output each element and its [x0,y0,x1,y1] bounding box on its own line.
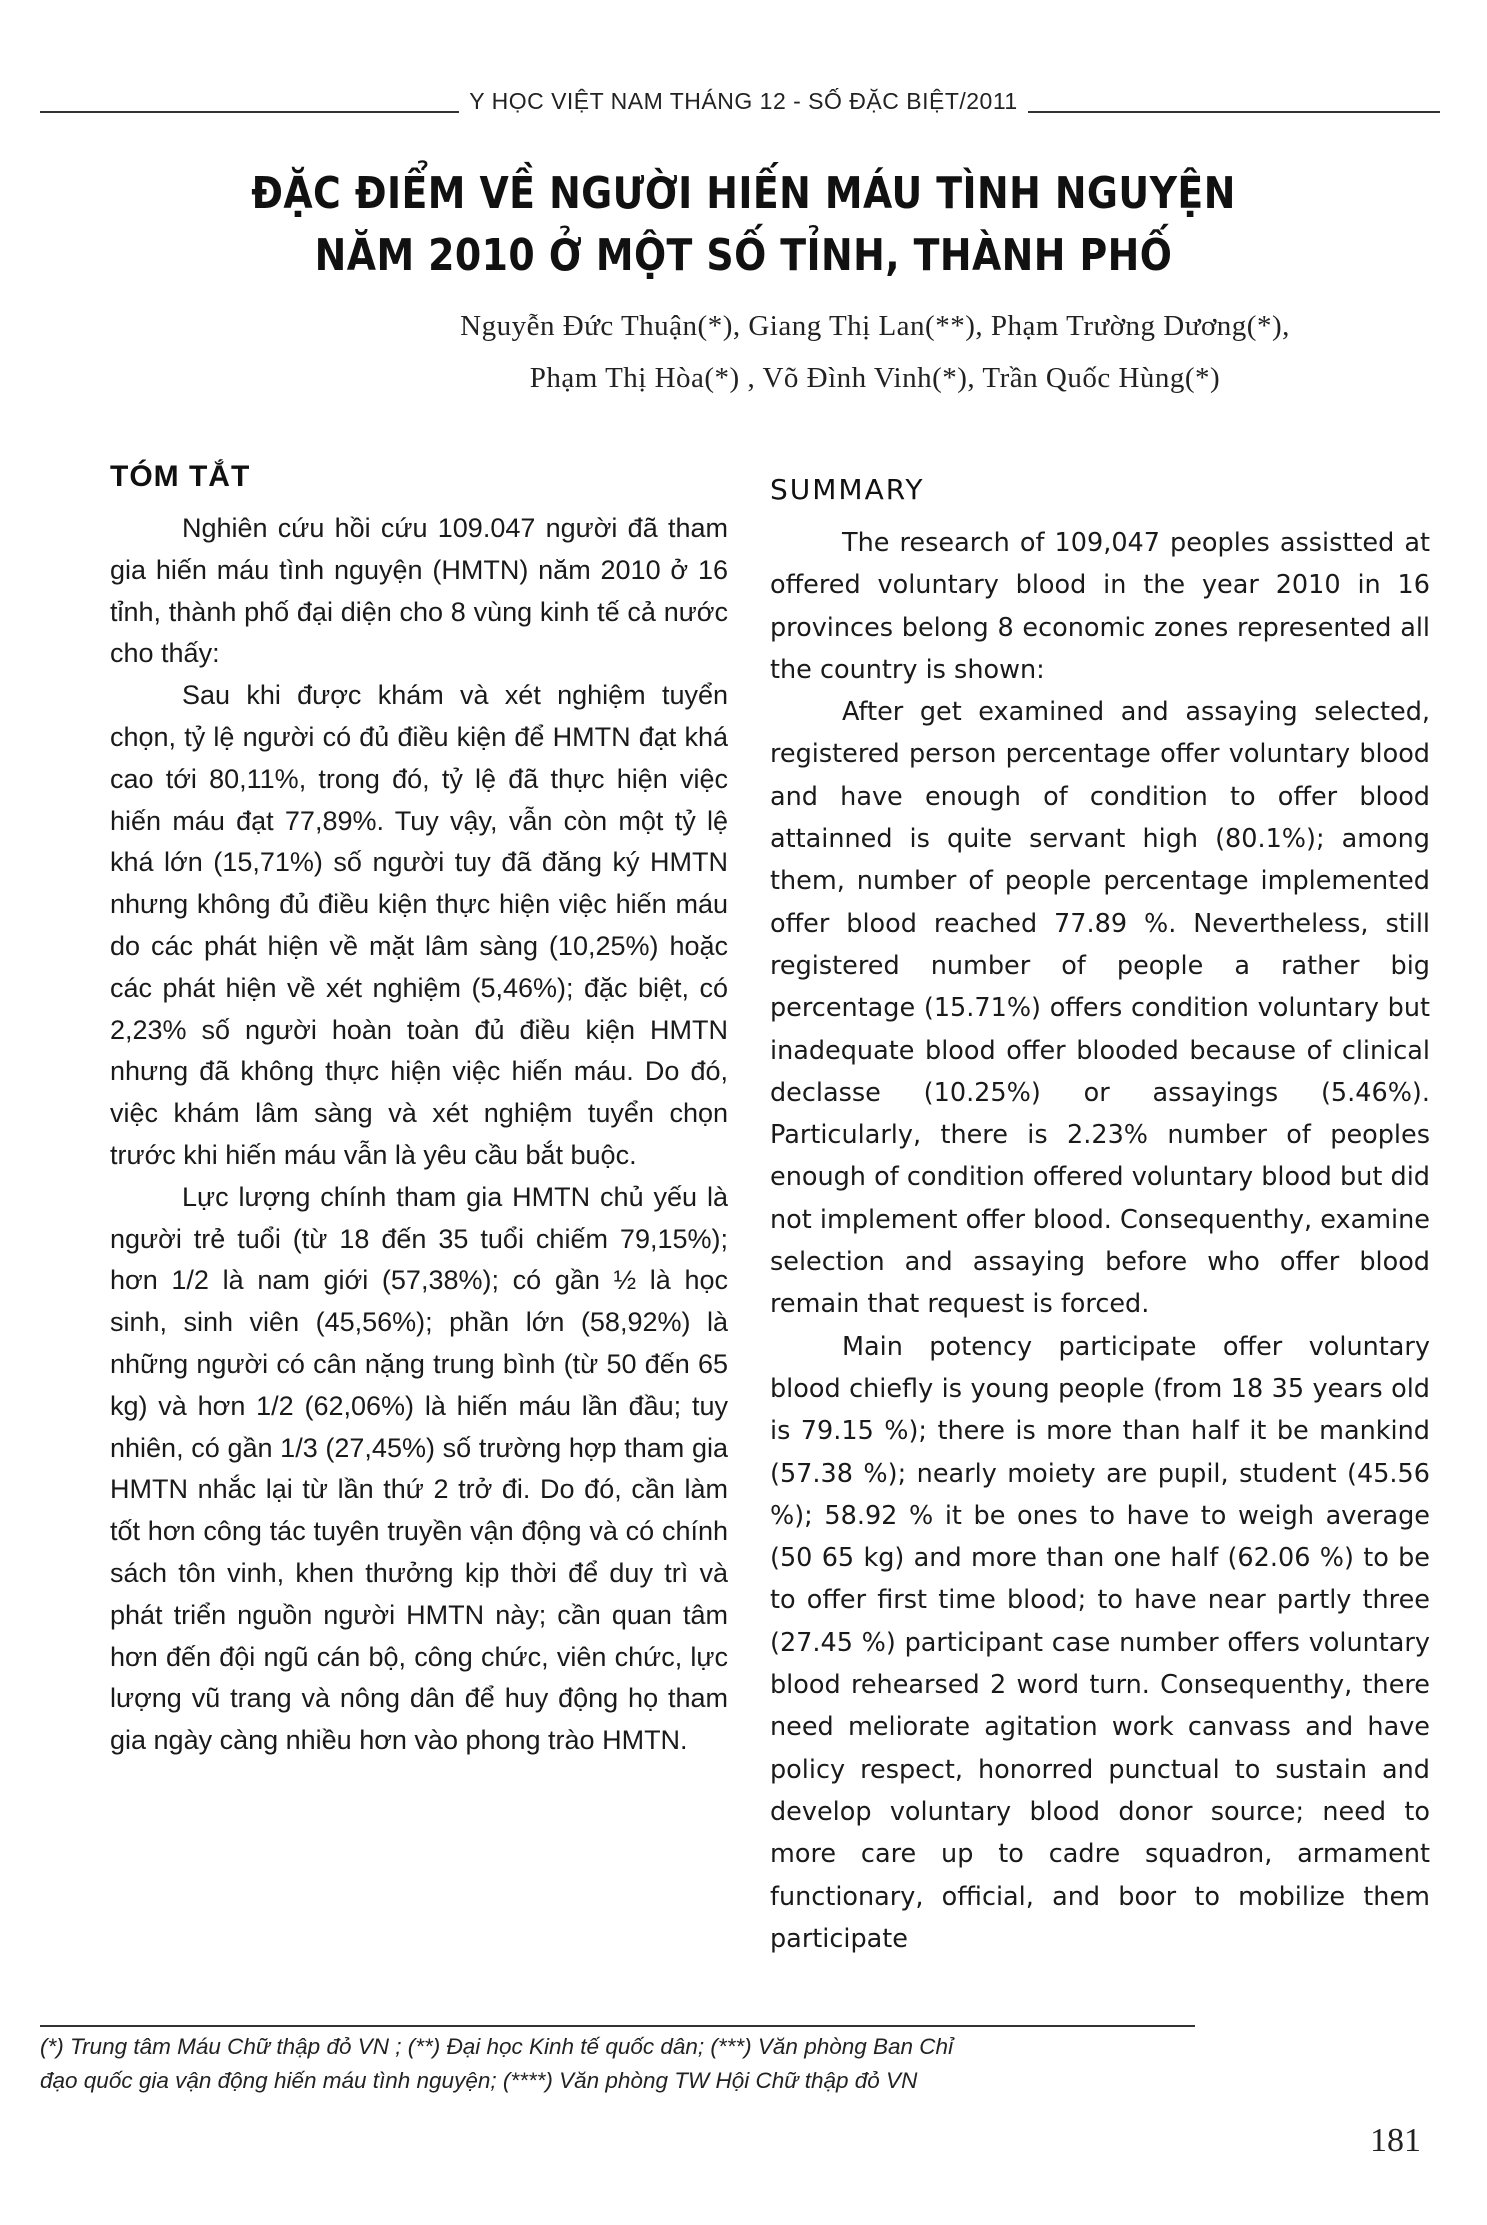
summary-paragraph: Main potency participate offer voluntary blood chiefly is young people (from 18 35 years old is 79.15 %); there is more than half it be mankind (57.38 %); nearly moiety are pupil, student (45.56 %); 58.92 % it be ones to have to weigh average (50 65 kg) and more than one half (62.06 %) to be to offer first time blood; to have near partly three (27.45 %) participant case number offers voluntary blood rehearsed 2 word turn. Consequenthy, there need meliorate agitation work canvass and have policy respect, honorred punctual to sustain and develop voluntary blood donor source; need to more care up to cadre squadron, armament functionary, official, and boor to mobilize them participate [770,1331,1430,1954]
running-header [0,88,1487,115]
article-title-line-1: ĐẶC ĐIỂM VỀ NGƯỜI HIẾN MÁU TÌNH NGUYỆN [251,168,1236,219]
page-number: 181 [1370,2122,1421,2159]
abstract-heading-en: SUMMARY [770,473,925,506]
footnote-line-1: (*) Trung tâm Máu Chữ thập đỏ VN ; (**) Đại học Kinh tế quốc dân; (***) Văn phòng Ban Chỉ [40,2034,954,2059]
summary-paragraph: The research of 109,047 peoples assistted at offered voluntary blood in the year 2010 in 16 provinces belong 8 economic zones represented all the country is shown: [770,528,1430,685]
footnote-rule [40,2025,1195,2027]
abstract-body-vi [110,508,728,1762]
authors-line-2: Phạm Thị Hòa(*) , Võ Đình Vinh(*), Trần Quốc Hùng(*) [529,362,1221,394]
summary-paragraph: After get examined and assaying selected, registered person percentage offer voluntary blood and have enough of condition to offer blood attainned is quite servant high (80.1%); among them, number of people percentage implemented offer blood reached 77.89 %. Nevertheless, still registered number of people a rather big percentage (15.71%) offers condition voluntary but inadequate blood offer blooded because of clinical declasse (10.25%) or assayings (5.46%). Particularly, there is 2.23% number of peoples enough of condition offered voluntary blood but did not implement offer blood. Consequenthy, examine selection and assaying before who offer blood remain that request is forced. [770,697,1430,1320]
abstract-body-en [770,522,1430,1960]
affiliations-footnote [40,2030,1240,2098]
article-title-line-2: NĂM 2010 Ở MỘT SỐ TỈNH, THÀNH PHỐ [314,230,1173,281]
abstract-paragraph: Nghiên cứu hồi cứu 109.047 người đã tham gia hiến máu tình nguyện (HMTN) năm 2010 ở 16 tỉnh, thành phố đại diện cho 8 vùng kinh tế cả nước cho thấy: [110,513,728,669]
authors-line-1: Nguyễn Đức Thuận(*), Giang Thị Lan(**), Phạm Trường Dương(*), [460,310,1290,342]
footnote-line-2: đạo quốc gia vận động hiến máu tình nguyện; (****) Văn phòng TW Hội Chữ thập đỏ VN [40,2068,918,2093]
abstract-paragraph: Sau khi được khám và xét nghiệm tuyển chọn, tỷ lệ người có đủ điều kiện để HMTN đạt khá cao tới 80,11%, trong đó, tỷ lệ đã thực hiện việc hiến máu đạt 77,89%. Tuy vậy, vẫn còn một tỷ lệ khá lớn (15,71%) số người tuy đã đăng ký HMTN nhưng không đủ điều kiện thực hiện việc hiến máu do các phát hiện về mặt lâm sàng (10,25%) hoặc các phát hiện về xét nghiệm (5,46%); đặc biệt, có 2,23% số người hoàn toàn đủ điều kiện HMTN nhưng đã không thực hiện việc hiến máu. Do đó, việc khám lâm sàng và xét nghiệm tuyển chọn trước khi hiến máu vẫn là yêu cầu bắt buộc. [110,680,728,1170]
abstract-paragraph: Lực lượng chính tham gia HMTN chủ yếu là người trẻ tuổi (từ 18 đến 35 tuổi chiếm 79,15%); hơn 1/2 là nam giới (57,38%); có gần ½ là học sinh, sinh viên (45,56%); phần lớn (58,92%) là những người có cân nặng trung bình (từ 50 đến 65 kg) và hơn 1/2 (62,06%) là hiến máu lần đầu; tuy nhiên, có gần 1/3 (27,45%) số trường hợp tham gia HMTN nhắc lại từ lần thứ 2 trở đi. Do đó, cần làm tốt hơn công tác tuyên truyền vận động và có chính sách tôn vinh, khen thưởng kịp thời để duy trì và phát triển nguồn người HMTN này; cần quan tâm hơn đến đội ngũ cán bộ, công chức, viên chức, lực lượng vũ trang và nông dân để huy động họ tham gia ngày càng nhiều hơn vào phong trào HMTN. [110,1181,728,1756]
abstract-heading-vi: TÓM TẮT [110,460,251,493]
running-header-text: Y HỌC VIỆT NAM THÁNG 12 - SỐ ĐẶC BIỆT/2011 [459,88,1027,114]
